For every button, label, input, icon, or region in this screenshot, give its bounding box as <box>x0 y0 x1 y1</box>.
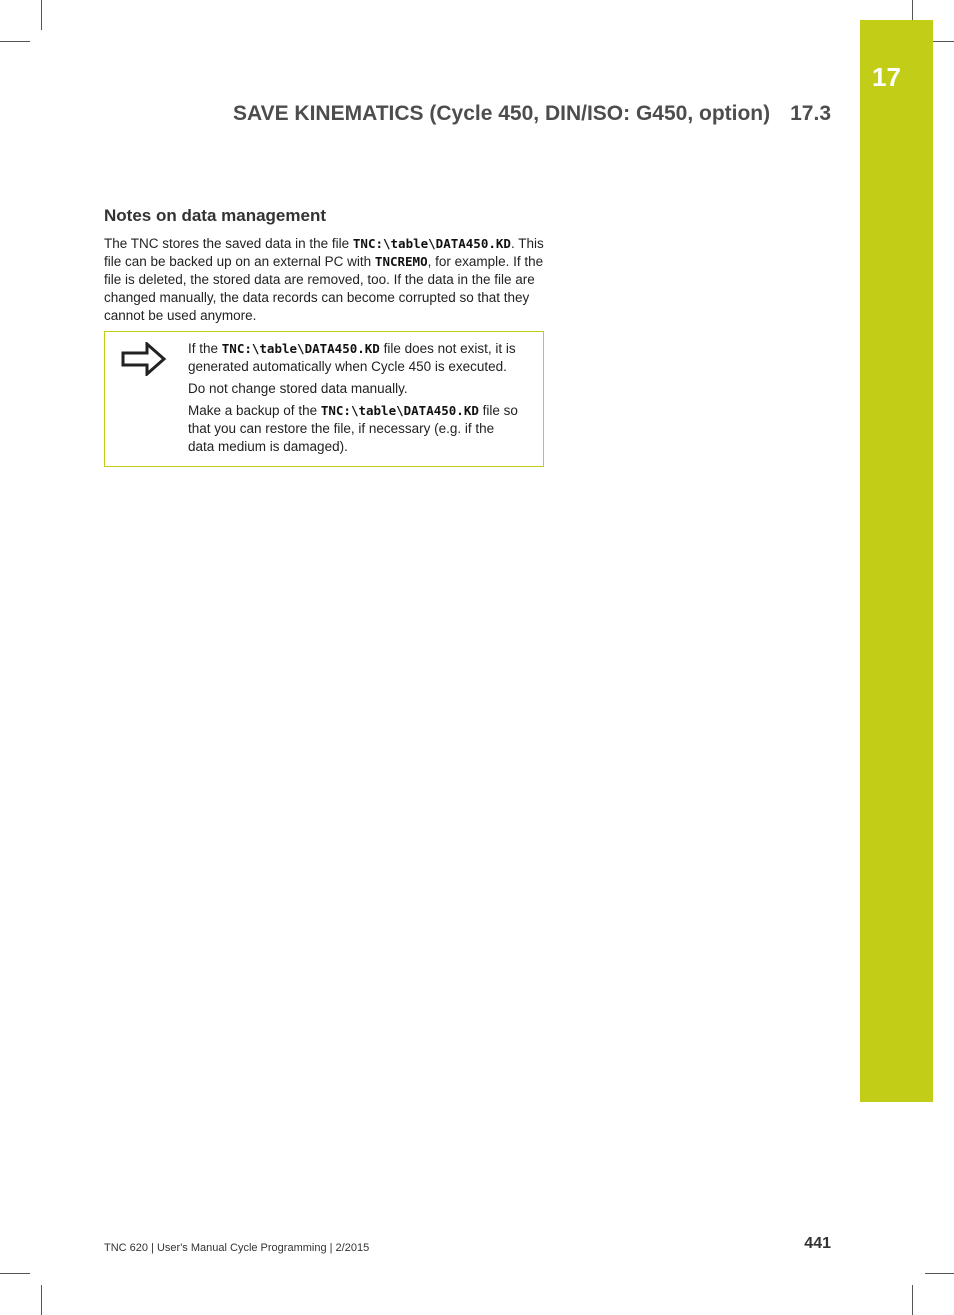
crop-mark <box>925 1273 954 1274</box>
software-name: TNCREMO <box>374 254 428 269</box>
crop-mark <box>41 1285 42 1315</box>
chapter-tab <box>860 20 933 1102</box>
note-text-run: Make a backup of the <box>188 403 321 418</box>
crop-mark <box>41 0 42 30</box>
para-text: The TNC stores the saved data in the file <box>104 236 353 251</box>
note-text <box>187 332 543 466</box>
crop-mark <box>912 1285 913 1315</box>
note-text-run: If the <box>188 341 222 356</box>
body-paragraph <box>104 235 544 325</box>
crop-mark <box>0 41 30 42</box>
footer-text: TNC 620 | User's Manual Cycle Programming | 2/2015 <box>104 1242 370 1254</box>
note-paragraph: Do not change stored data manually. <box>188 381 408 396</box>
note-paragraph <box>188 402 521 456</box>
note-box <box>104 331 544 467</box>
note-text-run: file so that you can restore the file, if necessary (e.g. if the data medium is damaged). <box>188 403 518 454</box>
note-text-run: file does not exist, it is generated automatically when Cycle 450 is executed. <box>188 341 516 374</box>
main-content <box>104 205 544 467</box>
para-text: . This file can be backed up on an external PC with <box>104 236 544 269</box>
section-heading: Notes on data management <box>104 206 326 225</box>
header-title: SAVE KINEMATICS (Cycle 450, DIN/ISO: G450, option) <box>232 102 771 125</box>
note-paragraph <box>188 340 521 376</box>
note-icon-cell <box>105 332 187 466</box>
chapter-number: 17 <box>872 62 901 92</box>
arrow-right-icon <box>121 342 167 376</box>
file-path: TNC:\table\DATA450.KD <box>221 341 380 356</box>
file-path: TNC:\table\DATA450.KD <box>352 236 511 251</box>
file-path: TNC:\table\DATA450.KD <box>320 403 479 418</box>
crop-mark <box>0 1273 30 1274</box>
crop-mark <box>912 0 913 20</box>
para-text: , for example. If the file is deleted, the stored data are removed, too. If the data in the file are changed manually, the data records can become corrupted so that they cannot be used anymore. <box>104 254 544 323</box>
running-header <box>233 102 831 126</box>
page-number: 441 <box>804 1235 831 1252</box>
header-section-number: 17.3 <box>790 102 831 125</box>
